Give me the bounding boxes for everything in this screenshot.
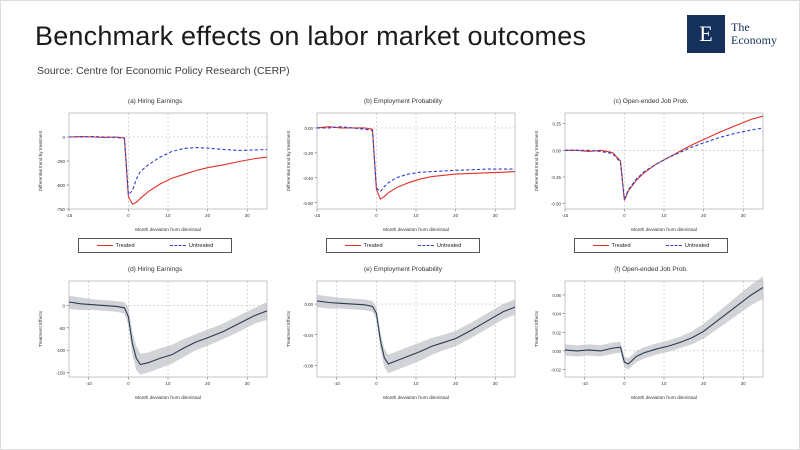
svg-text:0.25: 0.25 <box>552 121 561 127</box>
svg-text:Treatment Effects: Treatment Effects <box>534 311 539 347</box>
source-note: Source: Centre for Economic Policy Research (CERP) <box>37 65 290 77</box>
legend-label-untreated: Untreated <box>188 242 214 249</box>
svg-text:20: 20 <box>205 213 211 218</box>
plot-e <box>283 275 523 403</box>
svg-text:0.00: 0.00 <box>304 302 313 308</box>
svg-text:20: 20 <box>701 381 707 386</box>
line-solid-icon <box>593 245 609 246</box>
line-dashed-icon <box>666 245 682 246</box>
svg-text:-50: -50 <box>58 325 65 331</box>
svg-text:0: 0 <box>375 213 378 218</box>
chart-title-a: (a) Hiring Earnings <box>127 98 183 105</box>
svg-text:Month deviation from dismissal: Month deviation from dismissal <box>135 228 201 233</box>
svg-text:-0.08: -0.08 <box>302 363 313 369</box>
chart-panel-c <box>531 97 771 265</box>
svg-text:30: 30 <box>492 213 498 218</box>
svg-text:30: 30 <box>492 381 498 386</box>
svg-text:10: 10 <box>661 381 667 386</box>
svg-text:0.04: 0.04 <box>552 311 561 317</box>
svg-text:Differential trend by treatmen: Differential trend by treatment <box>38 130 43 192</box>
legend-b <box>326 238 480 253</box>
svg-text:-750: -750 <box>56 207 65 212</box>
svg-text:20: 20 <box>453 381 459 386</box>
legend-item-untreated <box>418 243 462 249</box>
svg-text:Month deviation from dismissal: Month deviation from dismissal <box>631 228 697 233</box>
svg-text:-0.20: -0.20 <box>302 150 313 156</box>
chart-title-f: (f) Open-ended Job Prob. <box>614 266 688 273</box>
legend-label-treated: Treated <box>115 242 135 249</box>
legend-item-treated <box>97 243 135 249</box>
chart-title-d: (d) Hiring Earnings <box>127 266 183 273</box>
svg-text:-150: -150 <box>56 370 65 376</box>
svg-text:0: 0 <box>375 381 378 386</box>
chart-title-b: (b) Employment Probability <box>363 98 443 105</box>
svg-text:Treatment Effects: Treatment Effects <box>38 311 43 347</box>
logo-text-line1: The <box>731 20 750 34</box>
chart-panel-f <box>531 265 771 433</box>
svg-text:30: 30 <box>244 213 250 218</box>
svg-text:-500: -500 <box>56 183 65 188</box>
svg-text:30: 30 <box>244 381 250 386</box>
svg-text:20: 20 <box>453 213 459 218</box>
legend-item-treated <box>593 243 631 249</box>
legend-a <box>78 238 232 253</box>
logo-text-line2: Economy <box>731 33 777 47</box>
plot-d <box>35 275 275 403</box>
svg-text:Differential trend by treatmen: Differential trend by treatment <box>534 130 539 192</box>
plot-c <box>531 107 771 235</box>
brand-logo <box>687 15 777 53</box>
svg-text:10: 10 <box>413 213 419 218</box>
svg-text:-15: -15 <box>313 213 321 218</box>
svg-text:20: 20 <box>701 213 707 218</box>
svg-text:10: 10 <box>413 381 419 386</box>
line-dashed-icon <box>170 245 186 246</box>
legend-item-untreated <box>666 243 710 249</box>
svg-text:30: 30 <box>740 213 746 218</box>
svg-text:0: 0 <box>623 213 626 218</box>
svg-text:10: 10 <box>661 213 667 218</box>
line-solid-icon <box>345 245 361 246</box>
line-solid-icon <box>97 245 113 246</box>
svg-text:-10: -10 <box>581 381 588 386</box>
legend-label-treated: Treated <box>363 242 383 249</box>
chart-row-top <box>35 97 771 265</box>
logo-text <box>731 21 777 47</box>
plot-b <box>283 107 523 235</box>
chart-panel-d <box>35 265 275 433</box>
svg-text:10: 10 <box>165 381 171 386</box>
svg-text:20: 20 <box>205 381 211 386</box>
svg-text:-15: -15 <box>65 213 73 218</box>
chart-row-bottom <box>35 265 771 433</box>
svg-text:Treatment Effects: Treatment Effects <box>286 311 291 347</box>
svg-text:-0.02: -0.02 <box>550 367 561 373</box>
svg-text:Month deviation from dismissal: Month deviation from dismissal <box>631 396 697 401</box>
svg-text:0.02: 0.02 <box>552 330 561 336</box>
svg-text:0.00: 0.00 <box>552 148 561 154</box>
chart-grid <box>35 97 771 433</box>
svg-text:0: 0 <box>62 303 65 309</box>
line-dashed-icon <box>418 245 434 246</box>
svg-text:10: 10 <box>165 213 171 218</box>
plot-a <box>35 107 275 235</box>
chart-panel-e <box>283 265 523 433</box>
plot-f <box>531 275 771 403</box>
svg-text:-10: -10 <box>333 381 340 386</box>
legend-label-untreated: Untreated <box>436 242 462 249</box>
svg-text:0: 0 <box>623 381 626 386</box>
svg-text:Month deviation from dismissal: Month deviation from dismissal <box>383 228 449 233</box>
svg-text:30: 30 <box>740 381 746 386</box>
logo-mark: E <box>687 15 725 53</box>
svg-text:-15: -15 <box>561 213 569 218</box>
chart-panel-b <box>283 97 523 265</box>
svg-text:-250: -250 <box>56 159 65 164</box>
legend-label-treated: Treated <box>611 242 631 249</box>
chart-panel-a <box>35 97 275 265</box>
svg-text:-0.25: -0.25 <box>550 175 561 180</box>
svg-text:-0.04: -0.04 <box>302 332 313 338</box>
svg-text:0.00: 0.00 <box>304 125 313 131</box>
svg-text:Month deviation from dismissal: Month deviation from dismissal <box>383 396 449 401</box>
svg-text:-100: -100 <box>56 348 65 354</box>
chart-title-e: (e) Employment Probability <box>363 266 443 273</box>
svg-text:0.06: 0.06 <box>552 292 561 298</box>
legend-label-untreated: Untreated <box>684 242 710 249</box>
legend-item-treated <box>345 243 383 249</box>
svg-text:-10: -10 <box>85 381 92 386</box>
page-title: Benchmark effects on labor market outcomes <box>35 21 587 51</box>
chart-title-c: (c) Open-ended Job Prob. <box>613 98 689 105</box>
svg-text:0: 0 <box>62 135 65 140</box>
svg-text:0: 0 <box>127 213 130 218</box>
legend-item-untreated <box>170 243 214 249</box>
svg-text:0: 0 <box>127 381 130 386</box>
legend-c <box>574 238 728 253</box>
svg-text:0.00: 0.00 <box>552 348 561 354</box>
svg-text:Month deviation from dismissal: Month deviation from dismissal <box>135 396 201 401</box>
svg-text:-0.40: -0.40 <box>302 175 313 181</box>
svg-text:Differential trend by treatmen: Differential trend by treatment <box>286 130 291 192</box>
svg-text:-0.50: -0.50 <box>550 201 561 207</box>
svg-text:-0.60: -0.60 <box>302 200 313 206</box>
